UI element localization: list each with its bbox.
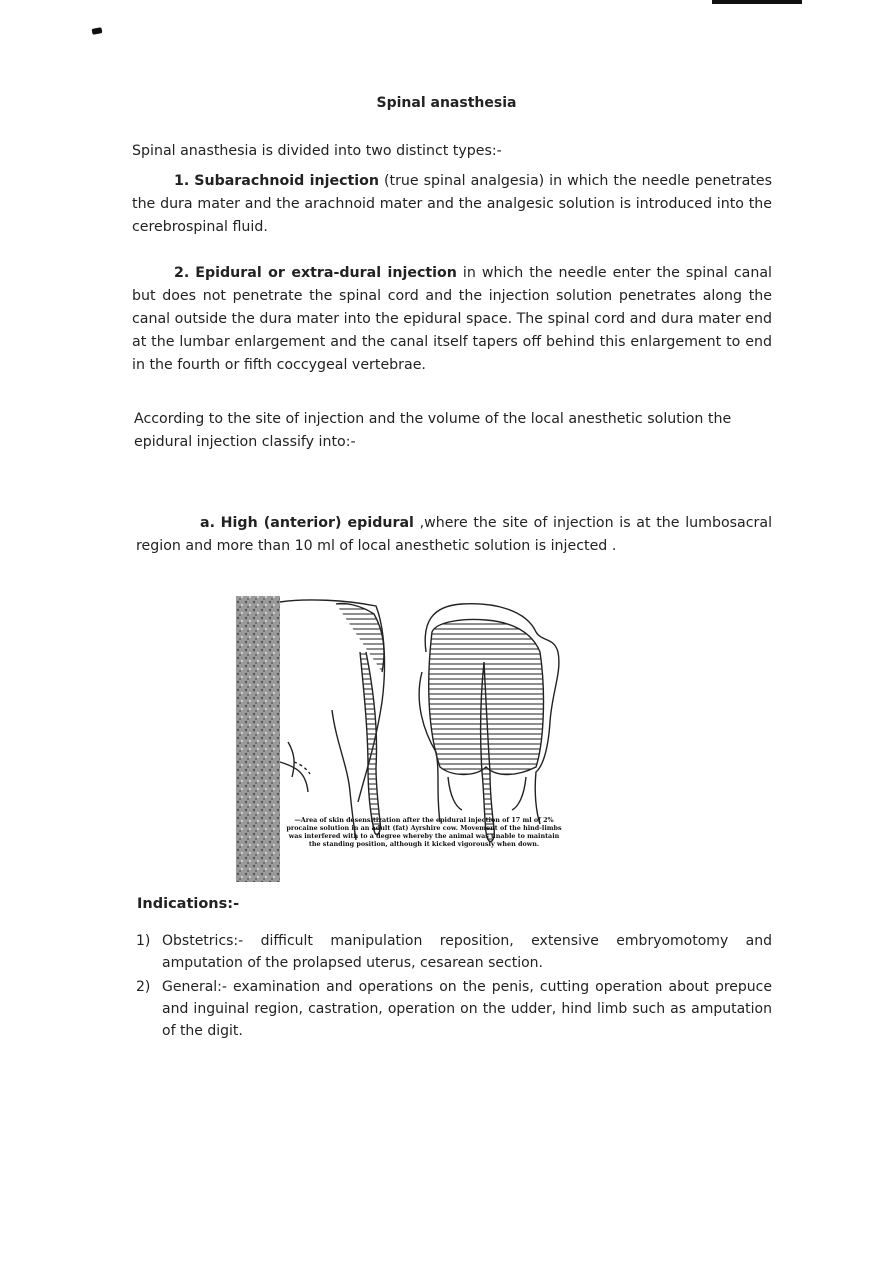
- indication-number: 2): [136, 979, 151, 995]
- type-1-paragraph: [132, 170, 772, 239]
- cow-anesthesia-figure: [236, 592, 576, 882]
- indication-text: General:- examination and operations on the penis, cutting operation about prepuce and inguinal region, castration, operation on the udder, hind limb such as amputation of the digit.: [162, 979, 772, 1039]
- type-1-text: (true spinal analgesia) in which the needle penetrates the dura mater and the arachnoid mater and the analgesic solution is introduced into the cerebrospinal fluid.: [132, 173, 772, 235]
- type-2-number: 2.: [174, 265, 190, 281]
- page-title: Spinal anasthesia: [376, 95, 517, 111]
- type-1-term: Subarachnoid injection: [194, 173, 380, 189]
- indication-item: [136, 930, 772, 974]
- cow-illustration: [236, 592, 576, 882]
- indication-text: Obstetrics:- difficult manipulation reposition, extensive embryomotomy and amputation of the prolapsed uterus, cesarean section.: [162, 933, 772, 971]
- type-1-number: 1.: [174, 173, 190, 189]
- type-2-paragraph: [132, 262, 772, 377]
- subtype-a-text: ,where the site of injection is at the lumbosacral region and more than 10 ml of local anesthetic solution is injected .: [136, 515, 773, 554]
- classification-paragraph: According to the site of injection and the volume of the local anesthetic solution the epidural injection classify into:-: [134, 411, 732, 450]
- figure-caption-block: [236, 592, 576, 882]
- indication-item: [136, 976, 772, 1042]
- scan-edge-mark: [712, 0, 802, 4]
- type-2-term: Epidural or extra-dural injection: [195, 265, 457, 281]
- indication-number: 1): [136, 933, 151, 949]
- figure-caption: —Area of skin desensitization after the epidural injection of 17 ml of 2% procaine solution in an adult (fat) Ayrshire cow. Movement of the hind-limbs was interfered with to a degree whereby the animal was unable to maintain the standing position, although it kicked vigorously when down.: [286, 816, 562, 848]
- type-2-text: in which the needle enter the spinal canal but does not penetrate the spinal cord and the injection solution penetrates along the canal outside the dura mater into the epidural space. The spinal cord and dura mater end at the lumbar enlargement and the canal itself tapers off behind this enlargement to end in the fourth or fifth coccygeal vertebrae.: [132, 265, 772, 373]
- subtype-a-term: High (anterior) epidural: [220, 515, 414, 531]
- intro-paragraph: Spinal anasthesia is divided into two distinct types:-: [132, 143, 502, 159]
- scan-speck: [92, 27, 103, 35]
- indications-heading: Indications:-: [137, 896, 240, 912]
- indications-list: [136, 930, 772, 1044]
- subtype-a-paragraph: [136, 512, 772, 558]
- subtype-a-letter: a.: [200, 515, 215, 531]
